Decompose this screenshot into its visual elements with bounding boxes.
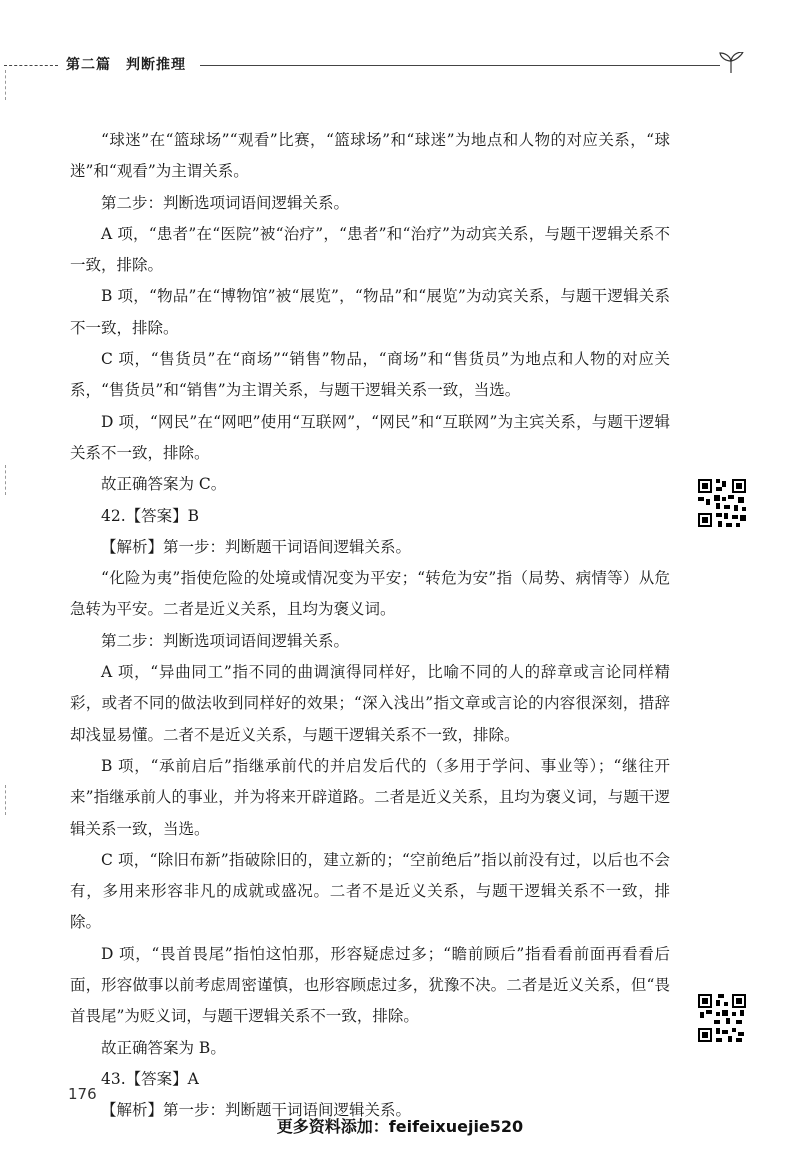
paragraph: “化险为夷”指使危险的处境或情况变为平安；“转危为安”指（局势、病情等）从危急转为平安。二者是近义关系，且均为褒义词。 xyxy=(70,569,670,619)
paragraph: D 项，“网民”在“网吧”使用“互联网”，“网民”和“互联网”为主宾关系，与题干逻辑关系不一致，排除。 xyxy=(70,412,670,462)
answer-heading: 42.【答案】B xyxy=(101,506,200,525)
paragraph: 第二步：判断选项词语间逻辑关系。 xyxy=(101,631,350,650)
paragraph: B 项，“承前启后”指继承前代的并启发后代的（多用于学问、事业等）；“继往开来”指继承前人的事业，并为将来开辟道路。二者是近义关系，且均为褒义词，与题干逻辑关系一致，当选。 xyxy=(70,756,670,838)
paragraph: D 项，“畏首畏尾”指怕这怕那，形容疑虑过多；“瞻前顾后”指看看前面再看看后面，形容做事以前考虑周密谨慎，也形容顾虑过多，犹豫不决。二者是近义关系，但“畏首畏尾”为贬义词，与题干逻辑关系不一致，排除。 xyxy=(70,944,670,1026)
paragraph: A 项，“异曲同工”指不同的曲调演得同样好，比喻不同的人的辞章或言论同样精彩，或者不同的做法收到同样好的效果；“深入浅出”指文章或言论的内容很深刻，措辞却浅显易懂。二者不是近义关系，与题干逻辑关系不一致，排除。 xyxy=(70,663,670,744)
paragraph: 第二步：判断选项词语间逻辑关系。 xyxy=(101,193,350,212)
paragraph: 故正确答案为 B。 xyxy=(101,1038,226,1057)
header-rule-right xyxy=(200,65,720,66)
page-number: 176 xyxy=(68,1085,97,1103)
header-rule-left xyxy=(4,65,58,66)
margin-mark xyxy=(5,785,8,815)
paragraph: B 项，“物品”在“博物馆”被“展览”，“物品”和“展览”为动宾关系，与题干逻辑关系不一致，排除。 xyxy=(70,287,670,337)
paragraph: C 项，“售货员”在“商场”“销售”物品，“商场”和“售货员”为地点和人物的对应关系，“售货员”和“销售”为主谓关系，与题干逻辑关系一致，当选。 xyxy=(70,350,670,400)
sprout-icon xyxy=(716,52,746,74)
qr-code-icon[interactable] xyxy=(696,992,748,1044)
analysis-heading: 【解析】第一步：判断题干词语间逻辑关系。 xyxy=(101,1101,412,1120)
qr-code-icon[interactable] xyxy=(696,477,748,529)
footer-watermark-text: 更多资料添加：feifeixuejie520 xyxy=(276,1117,524,1136)
answer-heading: 43.【答案】A xyxy=(101,1069,199,1088)
analysis-heading: 【解析】第一步：判断题干词语间逻辑关系。 xyxy=(101,537,412,556)
margin-mark xyxy=(5,70,8,100)
paragraph: “球迷”在“篮球场”“观看”比赛，“篮球场”和“球迷”为地点和人物的对应关系，“球迷”和“观看”为主谓关系。 xyxy=(70,131,670,181)
paragraph: A 项，“患者”在“医院”被“治疗”，“患者”和“治疗”为动宾关系，与题干逻辑关系不一致，排除。 xyxy=(70,224,670,275)
paragraph: 故正确答案为 C。 xyxy=(101,475,227,494)
section-title: 第二篇 判断推理 xyxy=(66,57,186,73)
margin-mark xyxy=(5,465,8,495)
page-header xyxy=(0,52,800,76)
paragraph: C 项，“除旧布新”指破除旧的，建立新的；“空前绝后”指以前没有过，以后也不会有，多用来形容非凡的成就或盛况。二者不是近义关系，与题干逻辑关系不一致，排除。 xyxy=(70,850,670,932)
body-text xyxy=(70,125,670,1127)
